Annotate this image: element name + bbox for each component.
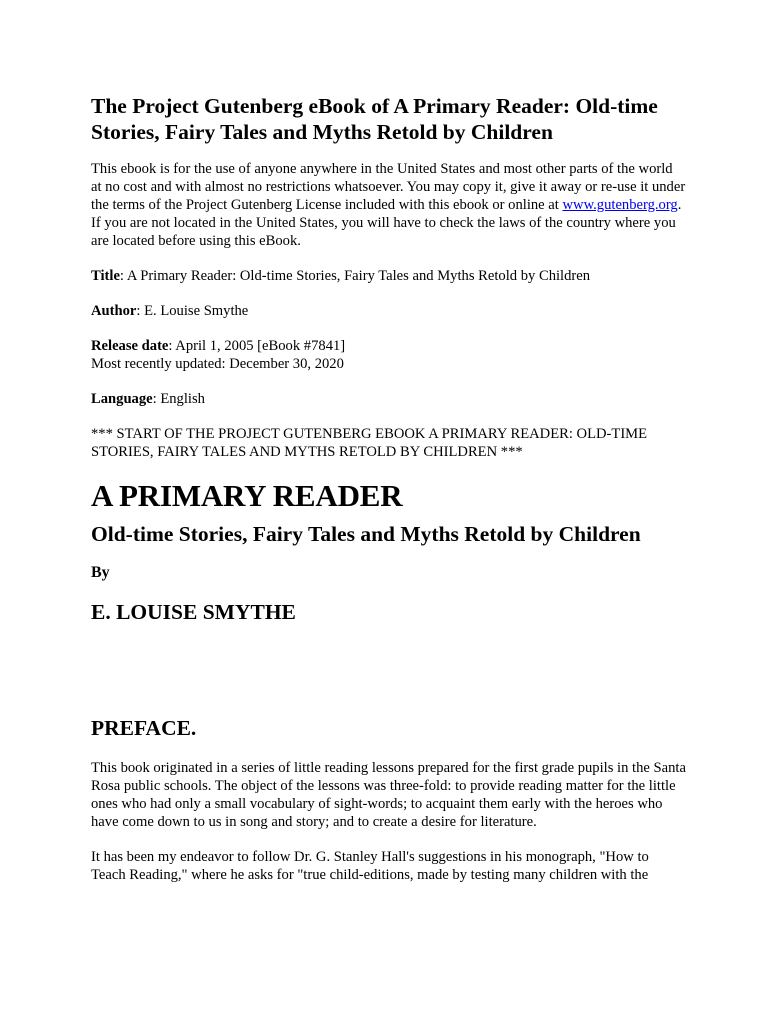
- start-marker: *** START OF THE PROJECT GUTENBERG EBOOK A PRIMARY READER: OLD-TIME STORIES, FAIRY TALES AND MYTHS RETOLD BY CHILDREN ***: [91, 426, 648, 460]
- meta-updated: Most recently updated: December 30, 2020: [91, 356, 344, 372]
- ebook-title-heading: The Project Gutenberg eBook of A Primary Reader: Old-time Stories, Fairy Tales and Myths Retold by Children: [91, 94, 658, 144]
- meta-release-label: Release date: [91, 338, 169, 354]
- gutenberg-link[interactable]: www.gutenberg.org: [562, 197, 678, 213]
- license-text-start: This ebook is for the use of anyone anywhere in the United States and most other parts of the world at no cost and with almost no restrictions whatsoever. You may copy it, give it away or re-use it under the terms of the Project Gutenberg License included with this ebook or online at: [91, 161, 686, 213]
- meta-author: [91, 302, 686, 320]
- meta-title-label: Title: [91, 268, 120, 284]
- book-author: E. LOUISE SMYTHE: [91, 600, 296, 624]
- meta-language-value: : English: [152, 391, 205, 407]
- preface-paragraph-2: It has been my endeavor to follow Dr. G. Stanley Hall's suggestions in his monograph, "How to Teach Reading," where he asks for "true child-editions, made by testing many children with the: [91, 849, 649, 883]
- license-text-end: . If you are not located in the United States, you will have to check the laws of the country where you are located before using this eBook.: [91, 197, 682, 249]
- meta-author-label: Author: [91, 303, 137, 319]
- book-title: A PRIMARY READER: [91, 478, 403, 513]
- byline-label: By: [91, 564, 110, 581]
- meta-author-value: : E. Louise Smythe: [136, 303, 249, 319]
- document-page: [91, 93, 686, 884]
- meta-release-value: : April 1, 2005 [eBook #7841]: [168, 338, 346, 354]
- meta-title: [91, 267, 686, 285]
- meta-release: [91, 337, 686, 373]
- preface-heading: PREFACE.: [91, 716, 197, 740]
- preface-paragraph-1: This book originated in a series of little reading lessons prepared for the first grade pupils in the Santa Rosa public schools. The object of the lessons was three-fold: to provide reading matter for the little ones who had only a small vocabulary of sight-words; to acquaint them early with the heroes who have come down to us in song and story; and to create a desire for literature.: [91, 760, 686, 830]
- meta-title-value: : A Primary Reader: Old-time Stories, Fairy Tales and Myths Retold by Children: [119, 268, 591, 284]
- meta-language-label: Language: [91, 391, 153, 407]
- meta-language: [91, 390, 686, 408]
- book-subtitle: Old-time Stories, Fairy Tales and Myths Retold by Children: [91, 522, 641, 546]
- license-paragraph: [91, 160, 686, 250]
